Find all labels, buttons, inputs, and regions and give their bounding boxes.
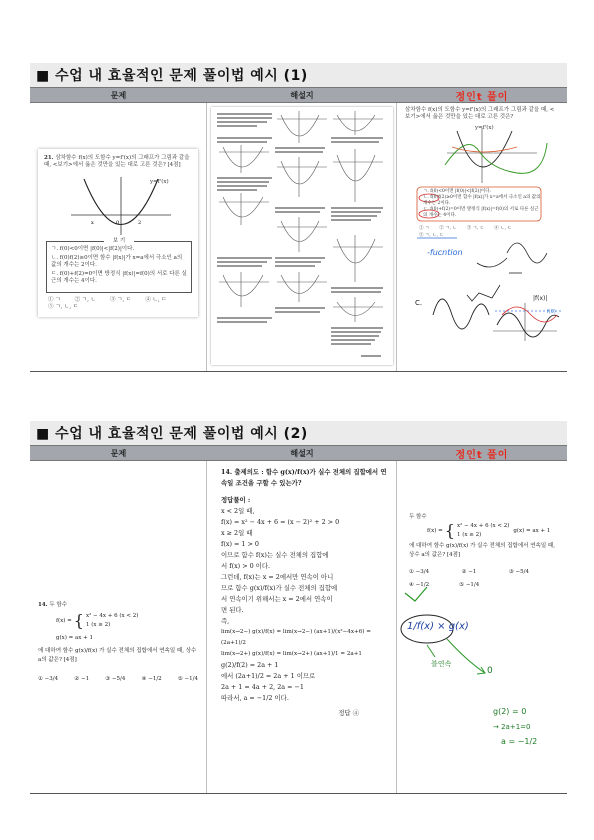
solution-graph-label: y=f'(x) [475,125,494,131]
svg-text:x: x [91,220,94,226]
explanation2-line-16: 2a + 1 = 4a + 2, 2a = −1 [221,683,304,691]
choice-4: ④ ㄴ, ㄷ [145,297,167,303]
problem2-gx: g(x) = ax + 1 [56,635,94,641]
section-1-solution-column [397,103,567,371]
section-2-problem-column [30,461,207,793]
explanation2-answer: 정답 ④ [338,709,359,717]
solution-choice-1: ① ㄱ [419,226,430,231]
boogi-item-3: ㄷ. f(0)+f(2)=0이면 방정식 |f(x)|=f(0)의 서로 다른 실근의 개수는 4이다. [51,271,187,284]
boogi-item-2: ㄴ. f(0)f(2)≥0이면 함수 |f(x)|가 x=a에서 극소인 a의 값의 개수는 2이다. [51,255,183,268]
problem2-fx: f(x) = [56,617,72,624]
boogi-box [46,238,192,293]
choice-5: ⑤ ㄱ, ㄴ, ㄷ [48,304,79,310]
explanation2-line-8: 므로 함수 g(x)/f(x)가 실수 전체의 집합에 [221,584,338,592]
problem-card [38,149,198,317]
solution2-stem: 두 함수 [409,514,427,520]
explanation2-line-15: 에서 (2a+1)/2 = 2a + 1 이므로 [221,672,316,680]
problem2-question: 에 대하여 함수 g(x)/f(x) 가 실수 전체의 집합에서 연속일 때, 상수 a의 값은? [4점] [38,648,197,663]
solution2-gx: g(x) = ax + 1 [513,527,551,534]
section-1 [30,63,567,372]
explanation2-line-7: 그런데, f(x)는 x = 2에서만 연속이 아니 [221,573,334,581]
solution-intro: 삼차함수 f(x)의 도함수 y=f'(x)의 그래프가 그림과 같을 때, <보기>에서 옳은 것만을 있는 대로 고른 것은? [405,107,555,120]
section-1-explanation-column [207,103,397,371]
explanation2-heading: 14. 출제의도 : 함수 g(x)/f(x)가 실수 전체의 집합에서 연속일 조건을 구할 수 있는가? [221,468,387,487]
explanation-scan [211,107,393,365]
explanation2-line-10: 면 된다. [221,606,244,614]
explanation2-block [221,467,389,719]
problem2-choice-3: ③ −5/4 [105,676,126,682]
section-2-explanation-column [207,461,397,793]
solution2-question: 에 대하여 함수 g(x)/f(x) 가 실수 전체의 집합에서 연속일 때, 상수 a의 값은? [4점] [409,543,555,558]
solution2-piece2: 1 (x ≥ 2) [456,532,482,538]
explanation2-line-6: 서 f(x) > 0 이다. [221,562,271,570]
solution-item-2: ㄴ. f(0)f(2)≥0이면 함수 |f(x)|가 x=a에서 극소인 a의 값의 개수는 2이다. [423,195,541,206]
boogi-title: 보 기 [104,238,134,245]
hw-eq: → 2a+1=0 [493,723,531,731]
solution2-choice-5: ⑤ −1/4 [459,582,480,588]
header-explanation: 해설지 [290,90,314,100]
explanation2-line-13: lim(x→2+) g(x)/f(x) = lim(x→2+) (ax+1)/1 = 2a+1 [221,651,362,657]
problem-stem-text: 삼차함수 f(x)의 도함수 y=f'(x)의 그래프가 그림과 같을 때, <보기>에서 옳은 것만을 있는 대로 고른 것은? [4점] [44,155,190,168]
solution-choice-5: ⑤ ㄱ, ㄴ, ㄷ [419,233,444,238]
explanation2-line-2: f(x) = x² − 4x + 6 = (x − 2)² + 2 > 0 [221,518,340,526]
choice-1: ① ㄱ [48,297,61,303]
problem2-choice-4: ④ −1/2 [141,676,162,682]
problem2-choice-2: ② −1 [74,676,90,682]
solution-boogi [423,189,541,219]
hw-g2: g(2) = 0 [493,707,527,716]
problem2-piecewise [56,612,198,630]
explanation2-line-11: 즉, [221,617,230,625]
hw-a-value: a = −1/2 [501,737,538,746]
solution-choice-3: ③ ㄱ, ㄷ [466,226,485,231]
header-problem: 문제 [110,90,127,100]
solution2-choice-3: ③ −5/4 [508,569,529,575]
solution-item-3: ㄷ. f(0)+f(2)=0이면 방정식 |f(x)|=f(0)의 서로 다른 실근의 개수는 4이다. [423,207,539,218]
explanation2-line-4: f(x) = 1 > 0 [221,540,259,548]
problem2-choices [38,675,198,684]
hw-reciprocal: 1/f(x) × g(x) [407,621,469,632]
problem-stem [44,155,194,169]
section-1-problem-column [30,103,207,371]
hw-discontinuous: 블연속 [431,660,452,668]
explanation2-line-1: x < 2일 때, [221,507,255,515]
problem2-piece2: 1 (x ≥ 2) [85,622,111,628]
choice-3: ③ ㄱ, ㄷ [109,297,132,303]
section-1-title: ■ 수업 내 효율적인 문제 풀이법 예시 (1) [36,68,308,84]
graph-label: y=f'(x) [150,179,169,185]
section-2-title: ■ 수업 내 효율적인 문제 풀이법 예시 (2) [36,426,308,442]
problem2-block [38,601,198,684]
solution-choice-2: ② ㄱ, ㄴ [439,226,457,231]
explanation2-line-14: g(2)/f(2) = 2a + 1 [221,661,279,669]
problem2-brace: { [73,611,84,630]
section-2-solution-column [397,461,567,793]
problem2-piece1: x² − 4x + 6 (x < 2) [85,613,139,619]
solution2-choice-2: ② −1 [461,569,477,575]
solution2-fx: f(x) = [427,527,443,534]
hw-f0: f(0) [547,309,556,315]
hw-abs-f: |f(x)| [533,295,548,302]
header-explanation-2: 해설지 [290,448,314,458]
explanation2-line-17: 따라서, a = −1/2 이다. [221,694,289,702]
explanation2-line-12: lim(x→2−) g(x)/f(x) = lim(x→2−) (ax+1)/(x²−4x+6) = (2a+1)/2 [221,629,371,646]
section-2-header-row [30,445,567,461]
explanation-scan-graphs [211,107,393,365]
explanation2-line-3: x ≥ 2일 때 [221,529,253,537]
header-solution: 정인t 풀이 [455,91,509,103]
section-2 [30,421,567,794]
solution2-choice-4: ④ −1/2 [409,582,430,588]
boogi-item-1: ㄱ. f(0)<0이면 |f(0)|<|f(2)|이다. [51,246,135,252]
choice-2: ② ㄱ, ㄴ [74,297,96,303]
solution-choices [419,225,539,239]
solution-choice-4: ④ ㄴ, ㄷ [494,226,512,231]
section-1-body [30,103,567,372]
svg-text:2: 2 [138,220,142,226]
solution2-choice-1: ① −3/4 [409,569,430,575]
problem-choices [48,297,193,311]
header-problem-2: 문제 [110,448,127,458]
problem2-pieces [86,612,138,630]
section-2-body [30,461,567,794]
solution2-brace: { [444,521,455,540]
explanation2-line-5: 이므로 함수 f(x)는 실수 전체의 집합에 [221,551,329,559]
section-1-header-row [30,87,567,103]
problem2-stem: 두 함수 [49,602,68,608]
hw-function: -fucntion [427,248,463,257]
hw-c: C. [415,299,423,307]
section-2-title-bar [30,421,567,445]
explanation2-answer-title: 정답풀이 : [221,496,251,504]
problem-number: 21. [44,155,54,161]
explanation2-line-9: 서 연속이기 위해서는 x = 2에서 연속이 [221,595,333,603]
header-solution-2: 정인t 풀이 [455,449,509,461]
section-1-title-bar [30,63,567,87]
svg-text:0: 0 [116,220,120,226]
problem2-number: 14. [38,602,48,608]
solution2-piece1: x² − 4x + 6 (x < 2) [456,523,510,529]
solution-item-1: ㄱ. f(0)<0이면 |f(0)|<|f(2)|이다. [423,189,492,194]
problem2-choice-5: ⑤ −1/4 [177,676,198,682]
problem2-choice-1: ① −3/4 [38,676,59,682]
hw-zero: 0 [487,666,493,676]
